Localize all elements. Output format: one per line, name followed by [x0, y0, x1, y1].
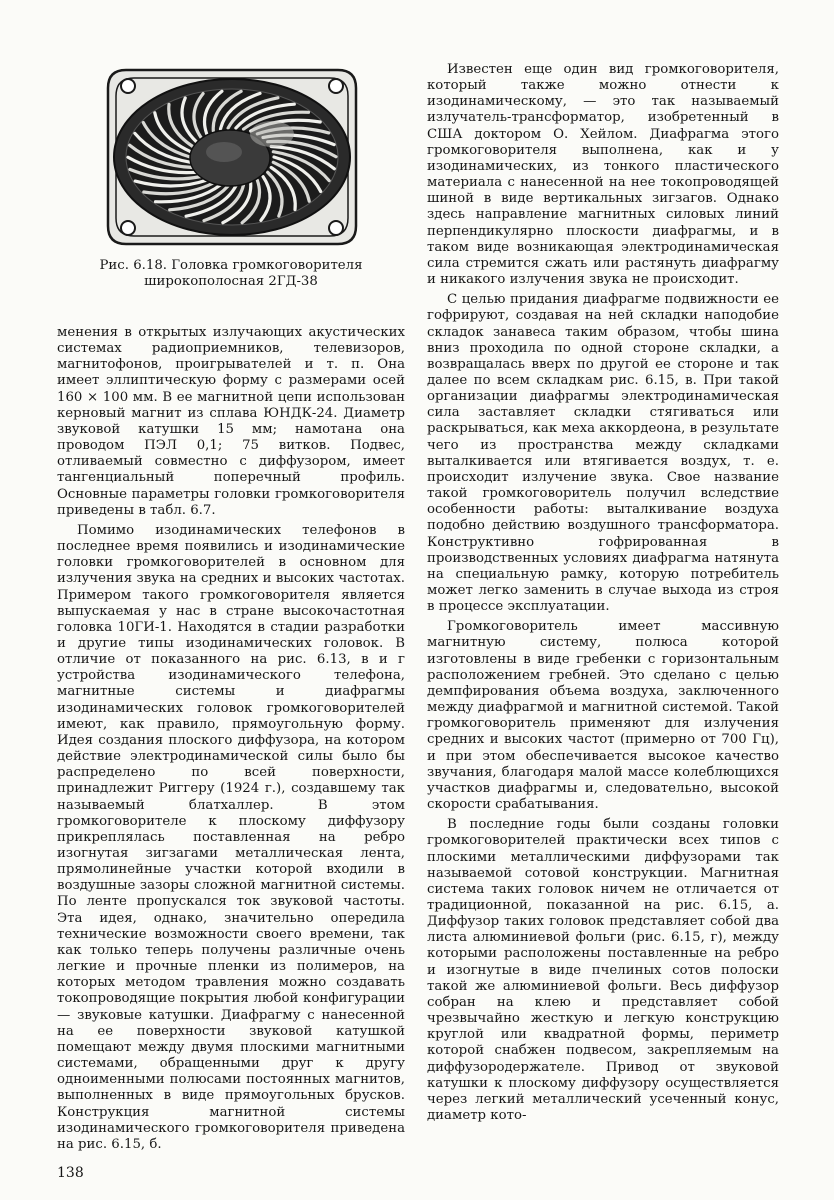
paragraph: С целью придания диафрагме подвижности ее гофрируют, создавая на ней складки наподобие складок занавеса таким образом, чтобы шина вниз проходила по одной стороне складки, а возвращалась вверх по другой ее стороне и так далее по всем складкам рис. 6.15, в. При такой организации диафрагмы электродинамическая сила заставляет складки стягиваться или раскрываться, как меха аккордеона, в результате чего из пространства между складками выталкивается или втягивается воздух, т. е. происходит излучение звука. Свое название такой громкоговоритель получил вследствие особенности работы: выталкивание воздуха подобно действию воздушного трансформатора. Конструктивно гофрированная в производственных условиях диафрагма натянута на специальную рамку, которую потребитель может легко заменить в случае выхода из строя в процессе эксплуатации.	[427, 292, 779, 615]
mounting-hole-icon	[329, 221, 343, 235]
loudspeaker-illustration	[104, 62, 360, 252]
paragraph: менения в открытых излучающих акустических системах радиоприемников, телевизоров, магнитофонов, проигрывателей и т. п. Она имеет эллиптическую форму с размерами осей 160 × 100 мм. В ее магнитной цепи использован керновый магнит из сплава ЮНДК-24. Диаметр звуковой катушки 15 мм; намотана она проводом ПЭЛ 0,1; 75 витков. Подвес, отливаемый совместно с диффузором, имеет тангенциальный поперечный профиль. Основные параметры головки громкоговорителя приведены в табл. 6.7.	[57, 325, 405, 518]
mounting-hole-icon	[121, 79, 135, 93]
page-number: 138	[57, 1165, 84, 1181]
paragraph: Громкоговоритель имеет массивную магнитную систему, полюса которой изготовлены в виде гребенки с горизонтальным расположением гребней. Это сделано с целью демпфирования объема воздуха, заключенного между диафрагмой и магнитной системой. Такой громкоговоритель применяют для излучения средних и высоких частот (примерно от 700 Гц), и при этом обеспечивается высокое качество звучания, благодаря малой массе колеблющихся участков диафрагмы и, следовательно, высокой скорости срабатывания.	[427, 619, 779, 813]
mounting-hole-icon	[329, 79, 343, 93]
paragraph: Известен еще один вид громкоговорителя, который также можно отнести к изодинамическому, — это так называемый излучатель-трансформатор, изобретенный в США доктором О. Хейлом. Диафрагма этого громкоговорителя выполнена, как и у изодинамических, из тонкого пластического материала с нанесенной на нее токопроводящей шиной в виде вертикальных зигзагов. Однако здесь направление магнитных силовых линий перпендикулярно плоскости диафрагмы, и в таком виде возникающая электродинамическая сила стремится сжать или растянуть диафрагму и никакого излучения звука не происходит.	[427, 62, 779, 288]
paragraph: В последние годы были созданы головки громкоговорителей практически всех типов с плоскими металлическими диффузорами так называемой сотовой конструкции. Магнитная система таких головок ничем не отличается от традиционной, показанной на рис. 6.15, а. Диффузор таких головок представляет собой два листа алюминиевой фольги (рис. 6.15, г), между которыми расположены поставленные на ребро и изогнутые в виде пчелиных сотов полоски такой же алюминиевой фольги. Весь диффузор собран на клею и представляет собой чрезвычайно жесткую и легкую конструкцию круглой или квадратной формы, периметр которой снабжен подвесом, закрепляемым на диффузородержателе. Привод от звуковой катушки к плоскому диффузору осуществляется через легкий металлический усеченный конус, диаметр кото-	[427, 817, 779, 1123]
loudspeaker-figure	[104, 62, 360, 252]
right-text-column	[427, 62, 779, 1128]
figure-caption: Рис. 6.18. Головка громкоговорителя широкополосная 2ГД-38	[99, 258, 363, 289]
mounting-hole-icon	[121, 221, 135, 235]
paragraph: Помимо изодинамических телефонов в последнее время появились и изодинамические головки громкоговорителей в основном для излучения звука на средних и высоких частотах. Примером такого громкоговорителя является выпускаемая у нас в стране высокочастотная головка 10ГИ-1. Находятся в стадии разработки и другие типы изодинамических головок. В отличие от показанного на рис. 6.13, в и г устройства изодинамического телефона, магнитные системы и диафрагмы изодинамических головок громкоговорителей имеют, как правило, прямоугольную форму. Идея создания плоского диффузора, на котором действие электродинамической силы было бы распределено по всей поверхности, принадлежит Риггеру (1924 г.), создавшему так называемый блатхаллер. В этом громкоговорителе к плоскому диффузору прикреплялась поставленная на ребро изогнутая зигзагами металлическая лента, прямолинейные участки которой входили в воздушные зазоры сложной магнитной системы. По ленте пропускался ток звуковой частоты. Эта идея, однако, значительно опередила технические возможности своего времени, так как только теперь получены различные очень легкие и прочные пленки из полимеров, на которых методом травления можно создавать токопроводящие покрытия любой конфигурации — звуковые катушки. Диафрагму с нанесенной на ее поверхности звуковой катушкой помещают между двумя плоскими магнитными системами, обращенными друг к другу одноименными полюсами постоянных магнитов, выполненных в виде прямоугольных брусков. Конструкция магнитной системы изодинамического громкоговорителя приведена на рис. 6.15, б.	[57, 522, 405, 1152]
left-text-column	[57, 325, 405, 1157]
